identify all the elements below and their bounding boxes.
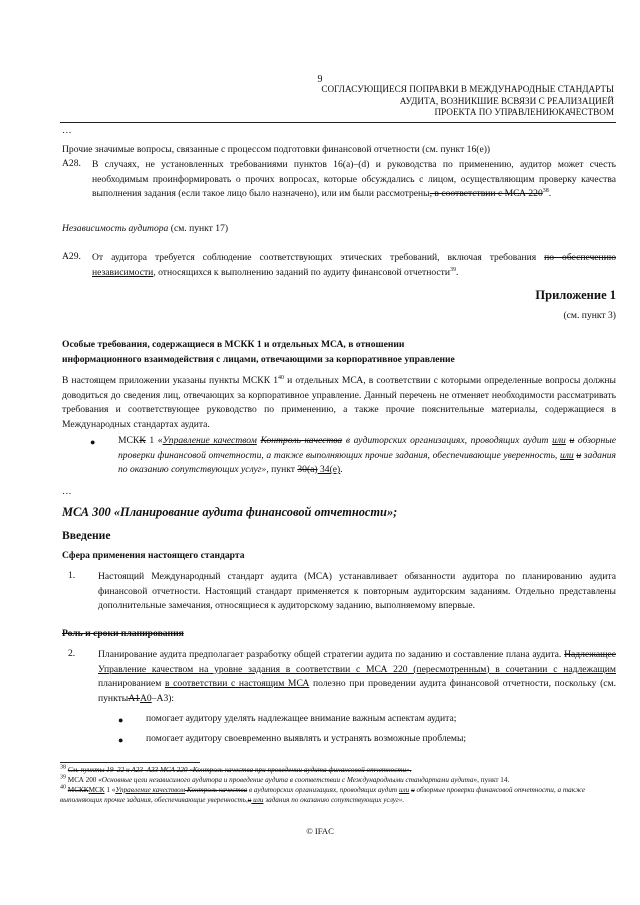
ellipsis-2: …: [62, 486, 72, 497]
footnote-40-strike-3: и: [411, 786, 415, 794]
para-2-strike-2: A1: [128, 692, 140, 704]
scope-heading: Сфера применения настоящего стандарта: [62, 550, 245, 561]
footnote-38-text: См. пункты 19–22 и A23–A33 МСА 220 «Контроль качества при проведении аудита финансовой отчетности».: [67, 766, 412, 774]
appendix-title: Приложение 1: [535, 288, 616, 302]
independence-title: Независимость аудитора: [62, 223, 169, 234]
para-2-text-1: Планирование аудита предполагает разработку общей стратегии аудита по заданию и составление плана аудита.: [98, 649, 565, 660]
footnote-40-underline-2: Управление качеством: [115, 786, 186, 794]
footnote-39-title: Основные цели независимого аудитора и проведение аудита в соответствии с Международными стандартами аудита: [101, 776, 474, 784]
isqc-point-label: , пункт: [266, 464, 298, 476]
footnote-ref-38: 38: [542, 188, 549, 194]
role-heading: Роль и сроки планирования: [62, 628, 184, 639]
isqc-underline-1: Управление качеством: [162, 435, 257, 446]
footnote-40-underline-3: или: [398, 786, 410, 794]
isqc-text-2: обзорные проверки финансовой отчетности, а также выполняющих прочие задания, обеспечивающие уверенность,: [118, 435, 616, 461]
header-line-3: ПРОЕКТА ПО УПРАВЛЕНИЮКАЧЕСТВОМ: [434, 107, 614, 117]
para-2-text-2: планированием: [98, 678, 165, 690]
footnote-40-text-2: в аудиторских организациях, проводящих аудит: [247, 786, 399, 794]
footnote-38: [60, 766, 616, 776]
para-2-text-4: –A3):: [151, 692, 175, 704]
special-requirements-heading: Особые требования, содержащиеся в МСКК 1 и отдельных МСА, в отношении информационного взаимодействия с лицами, отвечающими за корпоративное управление: [62, 339, 455, 365]
footnote-40-strike-1: МСКК: [67, 786, 89, 794]
para-a29-number: A29.: [62, 251, 81, 262]
para-2-text-3: полезно при проведении аудита финансовой отчетности, поскольку (см. пункты: [98, 678, 616, 704]
appendix-intro-paragraph: [62, 374, 616, 432]
isqc-std: МСК: [118, 435, 140, 446]
para-a28: [92, 158, 616, 202]
isqc-underline-2: или: [552, 435, 566, 446]
isqc-std-strike: К: [139, 435, 146, 446]
footnote-40-number: 40: [60, 784, 66, 791]
footnote-40-text-4: задания по оказанию сопутствующих услуг».: [263, 795, 405, 804]
footnote-rule: [60, 762, 200, 763]
footnote-38-number: 38: [60, 764, 66, 771]
isqc-strike-3: и: [576, 449, 582, 461]
para-a29-text-1: От аудитора требуется соблюдение соответствующих этических требований, включая требования: [92, 252, 545, 263]
para-2-number: 2.: [68, 648, 76, 659]
isqc-std-num: 1 «: [145, 435, 163, 446]
footnote-39-text-2: », пункт 14.: [473, 776, 510, 784]
isqc-strike-1: Контроль качества: [260, 435, 343, 446]
footnote-40-strike-2: Контроль качества: [185, 786, 248, 794]
para-2-bullet-2: помогает аудитору своевременно выявлять и устранять возможные проблемы;: [146, 733, 467, 744]
independence-heading: [62, 222, 228, 237]
isqc-text-3: задания по оказанию сопутствующих услуг»: [118, 449, 616, 476]
footnote-40-text-1: 1 «: [104, 786, 116, 794]
isqc-text-1: в аудиторских организациях, проводящих аудит: [342, 435, 553, 446]
ellipsis-1: …: [62, 125, 72, 136]
footnote-40-underline-4: или: [251, 795, 264, 804]
footnote-40-underline-1: МСК: [88, 786, 105, 794]
footnote-ref-40: 40: [278, 374, 284, 381]
para-a28-text: В случаях, не установленных требованиями пунктов 16(a)–(d) и руководства по применению, аудитор может счесть необходимым проинформировать о прочих вопросах, которые обсуждались с лицом, осуществляющим проверку качества выполнения задания (если такое лицо было назначено), или им были рассмотрены: [92, 159, 616, 200]
footnote-39-number: 39: [60, 774, 66, 781]
other-issues-heading: Прочие значимые вопросы, связанные с процессом подготовки финансовой отчетности (см. пункт 16(е)): [62, 144, 491, 155]
copyright-footer: © IFAC: [306, 826, 334, 836]
footnote-ref-39: 39: [449, 266, 456, 273]
para-a29-end: .: [455, 266, 459, 278]
appendix-ref: (см. пункт 3): [563, 310, 616, 321]
para-2: [98, 648, 616, 706]
footnote-40-strike-4: и: [247, 795, 252, 804]
bullet-marker: ●: [90, 437, 96, 447]
para-a29-underline: независимости: [92, 266, 154, 278]
appendix-intro-text: В настоящем приложении указаны пункты МСКК 1: [62, 375, 278, 386]
para-a29-strike: по обеспечению: [544, 252, 616, 263]
introduction-heading: Введение: [62, 529, 111, 542]
footnote-39-text-1: МСА 200 «: [67, 776, 102, 784]
para-a28-strike: , в соответствии с МСА 220: [429, 188, 543, 200]
header-line-1: СОГЛАСУЮЩИЕСЯ ПОПРАВКИ В МЕЖДУНАРОДНЫЕ СТАНДАРТЫ: [321, 84, 614, 94]
para-a29-text-2: , относящихся к выполнению заданий по аудиту финансовой отчетности: [153, 266, 450, 278]
header-line-2: АУДИТА, ВОЗНИКШИЕ ВСВЯЗИ С РЕАЛИЗАЦИЕЙ: [399, 95, 614, 106]
isqc-strike-point: 30(a): [297, 464, 318, 476]
para-a29: [92, 251, 616, 280]
bullet-marker: ●: [118, 715, 124, 725]
appendix-intro-rest: и отдельных МСА, в соответствии с которыми определенные вопросы должны доводиться до сведения лиц, отвечающих за корпоративное управление. Данный перечень не отменяет необходимости рассматривать требования и соответствующее руководство по применению, а также прочие пояснительные материалы, содержащиеся в Международных стандартах аудита.: [62, 375, 616, 430]
isqc-underline-point: 34(e): [317, 464, 341, 476]
footnote-40: [60, 786, 616, 806]
isqc-end: .: [340, 464, 343, 476]
para-2-strike-1: Надлежащее: [564, 649, 616, 660]
header-rule: [60, 122, 616, 123]
para-2-underline-2: в соответствии с настоящим МСА: [164, 678, 310, 690]
para-2-underline-3: A0: [139, 692, 152, 704]
isqc-bullet: [118, 434, 616, 478]
footnote-39: [60, 776, 616, 786]
para-a28-number: A28.: [62, 158, 81, 169]
running-header: [284, 84, 614, 119]
para-1: Настоящий Международный стандарт аудита (МСА) устанавливает обязанности аудитора по планированию аудита финансовой отчетности. Настоящий стандарт применяется к повторным аудиторским заданиям. Отдельно представлены дополнительные замечания, относящиеся к аудиторскому заданию, выполняемому впервые.: [98, 571, 616, 612]
para-1-number: 1.: [68, 570, 76, 581]
isa300-title: МСА 300 «Планирование аудита финансовой отчетности»;: [62, 505, 398, 519]
para-2-bullet-1: помогает аудитору уделять надлежащее внимание важным аспектам аудита;: [146, 713, 457, 724]
page-number: 9: [317, 74, 323, 85]
independence-ref: (см. пункт 17): [168, 223, 229, 234]
para-2-underline-1: Управление качеством на уровне задания в соответствии с МСА 220 (пересмотренным) в сочетании с надлежащим: [98, 663, 616, 675]
para-a28-end: .: [548, 188, 552, 200]
footnote-40-text-3: обзорные проверки финансовой отчетности, а также выполняющих прочие задания, обеспечивающие уверенность,: [60, 786, 585, 804]
isqc-underline-3: или: [559, 449, 574, 461]
bullet-marker: ●: [118, 735, 124, 745]
isqc-strike-2: и: [569, 435, 575, 446]
